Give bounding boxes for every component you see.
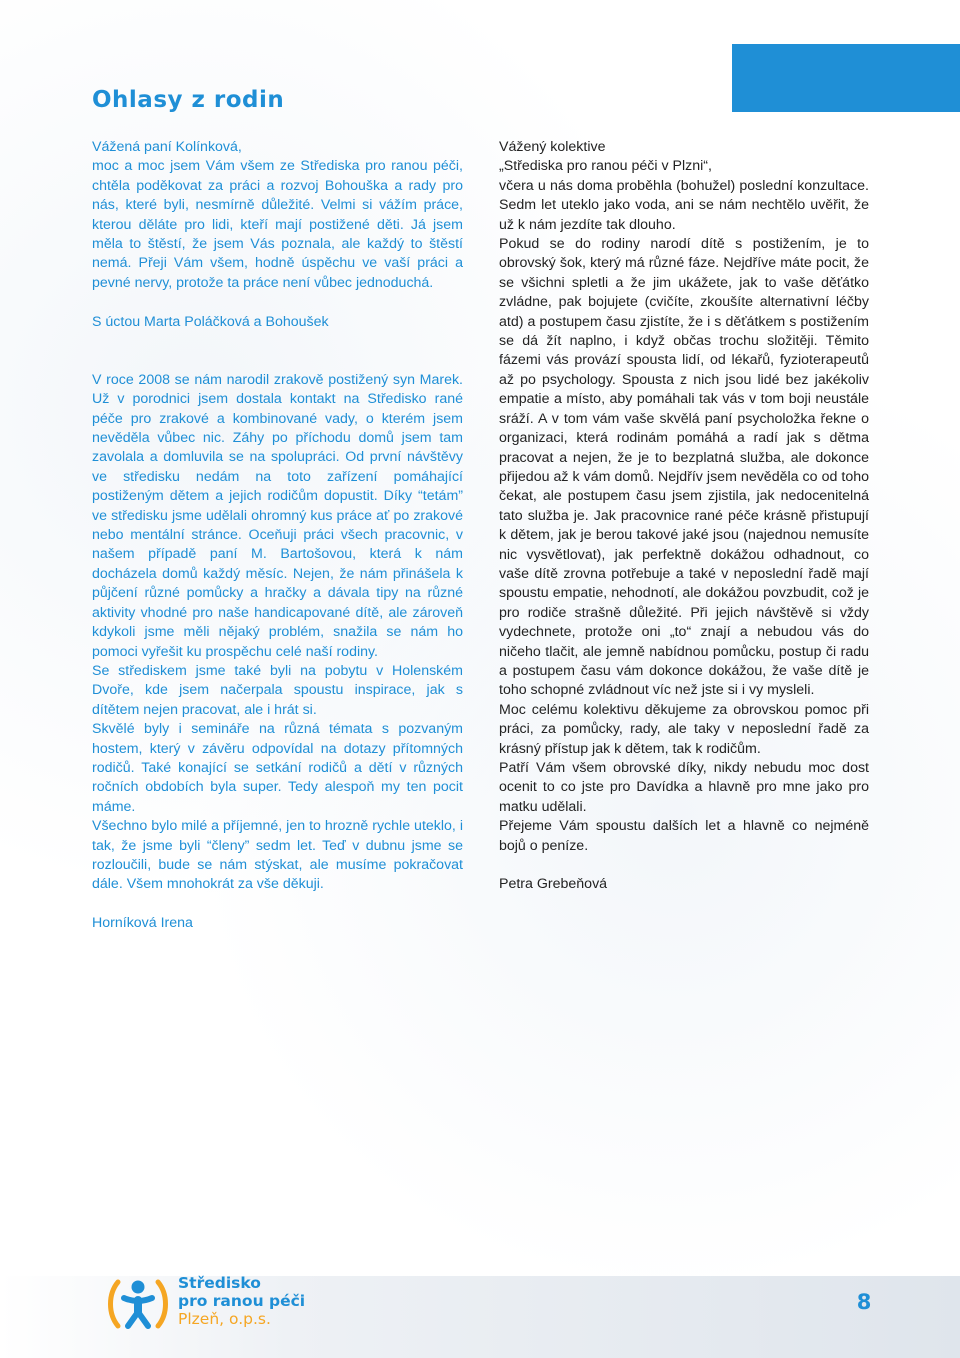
letter-grebenova-p1: Vážený kolektive „Střediska pro ranou péči v Plzni“, včera u nás doma proběhla (bohužel) poslední konzultace. Sedm let uteklo jako voda, ani se nám nechtělo uvěřit, že už k nám jezdíte tak dlouho. bbox=[499, 139, 869, 233]
page-number: 8 bbox=[856, 1290, 872, 1314]
logo-line-1: Středisko bbox=[178, 1274, 261, 1292]
page-title: Ohlasy z rodin bbox=[92, 87, 285, 114]
letter-hornikova-p2: Se střediskem jsme také byli na pobytu v Holenském Dvoře, kde jsem načerpala spoustu inspirace, jak s dítětem nejen pracovat, ale i hrát si. bbox=[92, 662, 463, 718]
left-column bbox=[92, 138, 463, 934]
signature-polackova: S úctou Marta Poláčková a Bohoušek bbox=[92, 313, 329, 330]
logo-line-3: Plzeň, o.p.s. bbox=[178, 1310, 271, 1328]
letter-grebenova-p2: Pokud se do rodiny narodí dítě s postižením, je to obrovský šok, který má různé fáze. Nejdříve máte pocit, že se všichni spletli a že jim ukážete, jak to vaše děťátko zvládne, pak bojujete (cvičíte, zkoušíte alternativní léčby atd) a postupem času zjistíte, že i s děťátkem s postižením se dá žít naplno, i když občas trochu složitěji. Těmito fázemi vás provází spousta lidí, od lékařů, fyzioterapeutů až po psychology. Spousta z nich jsou lidé bez jakékoliv empatie a místo, aby pomáhali tak vás v tom boji neustále sráží. A v tom vám vaše skvělá paní psycholožka řekne o organizaci, která rodinám pomáhá a radí jak s dětma pracovat a nejen, že je to bezplatná služba, ale dokonce přijedou až k vám domů. Nejdřív jsem nevěděla co od toho čekat, ale postupem času jsem zjistila, jak nedocenitelná tato služba je. Jak pracovnice rané péče krásně přistupují k dětem, jak je berou takové jaké jsou (najednou nemusíte nic vysvětlovat), jak perfektně dokážou odhadnout, co vaše dítě zrovna potřebuje a také v neposlední řadě mají spoustu empatie, nehodnotí, ale dokážou povzbudit, což je pro rodiče strašně důležité. Při jejich návštěvě si vždy vydechnete, protože oni „to“ znají a nebudou vás do ničeho tlačit, ale jemně nabídnou pomůcku, postup či radu a postupem času vám dokonce dokážou, že vaše dítě je toho schopné zvládnout víc než jste si i vy mysleli. bbox=[499, 236, 869, 699]
organization-logo-text bbox=[178, 1274, 305, 1328]
letter-kolinkova: Vážená paní Kolínková, moc a moc jsem Vám všem ze Střediska pro ranou péči, chtěla poděkovat za práci a rozvoj Bohouška a rady pro nás, které byli, nesmírně důležité. Velmi si vážím práce, kterou děláte pro lidi, kteří mají postižené děti. Já jsem měla to štěstí, že jsem Vás poznala, ale každý to štěstí nemá. Přeji Vám všem, hodně úspěchu ve vaší práci a pevné nervy, protože ta práce není vůbec jednoduchá. bbox=[92, 139, 463, 291]
corner-accent-tab bbox=[732, 44, 960, 112]
logo-line-2: pro ranou péči bbox=[178, 1292, 306, 1310]
letter-hornikova-p4: Všechno bylo milé a příjemné, jen to hrozně rychle uteklo, i tak, že jsme byli “členy” sedm let. Teď v dubnu jsme se rozloučili, bude se nám stýskat, ale musíme pokračovat dále. Všem mnohokrát za vše děkuji. bbox=[92, 818, 463, 893]
signature-grebenova: Petra Grebeňová bbox=[499, 876, 608, 893]
letter-grebenova-p3: Moc celému kolektivu děkujeme za obrovskou pomoc při práci, za pomůcky, rady, ale taky v neposlední řadě za krásný přístup jak k dětem, tak k rodičům. bbox=[499, 701, 869, 757]
right-column bbox=[499, 138, 869, 895]
letter-hornikova-p1: V roce 2008 se nám narodil zrakově postižený syn Marek. Už v porodnici jsem dostala kontakt na Středisko rané péče pro zrakové a kombinované vady, o kterém jsem nevěděla vůbec nic. Záhy po příchodu domů jsem tam zavolala a domluvila se na spolupráci. Od první návštěvy ve středisku nedám na toto zařízení pomáhající postiženým dětem a jejich rodičům dopustit. Díky “tetám” ve středisku jsme udělali ohromný kus práce ať po zrakové nebo mentální stránce. Oceňuji práci všech pracovnic, v našem případě paní M. Bartošovou, která k nám docházela domů každý měsíc. Nejen, že nám přinášela k půjčení různé pomůcky a hračky a dávala tipy na různé aktivity vhodné pro naše handicapované dítě, ale zároveň kdykoli jsme měli nějaký problém, snažila se nám ho pomoci vyřešit ku prospěchu celé naší rodiny. bbox=[92, 371, 463, 660]
signature-hornikova: Horníková Irena bbox=[92, 915, 193, 932]
letter-grebenova-p4: Patří Vám všem obrovské díky, nikdy nebudu moc dost ocenit to co jste pro Davídka a hlavně pro mne jako pro matku udělali. bbox=[499, 760, 869, 815]
letter-grebenova-p5: Přejeme Vám spoustu dalších let a hlavně co nejméně bojů o peníze. bbox=[499, 818, 869, 854]
letter-hornikova-p3: Skvělé byly i semináře na různá témata s pozvaným hostem, který v závěru odpovídal na dotazy přítomných rodičů. Také konající se setkání rodičů a dětí v různých ročních obdobích byla super. Tedy alespoň my ten pocit máme. bbox=[92, 721, 463, 815]
child-figure-logo-icon bbox=[104, 1276, 172, 1332]
